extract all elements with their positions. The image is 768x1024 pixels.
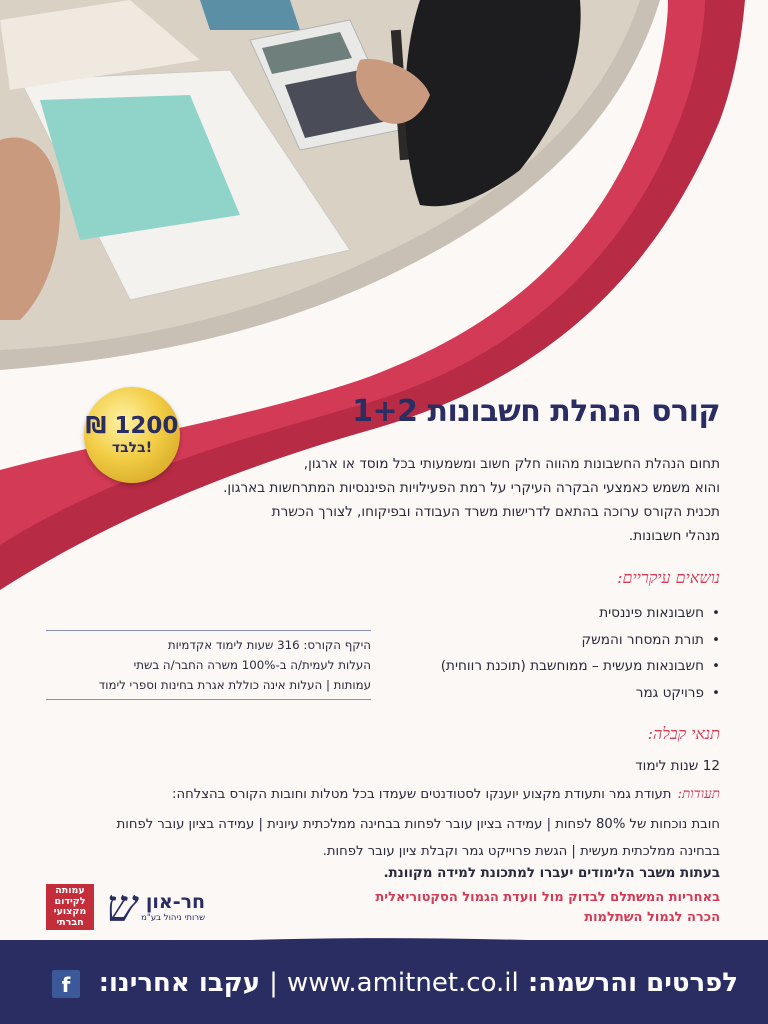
shin-letter-icon: ש (106, 881, 138, 932)
list-item: • חשבונאות פיננסית (380, 600, 720, 627)
list-item: • פרויקט גמר (380, 680, 720, 707)
fund-line: באחריות המשתלם לבדוק מול וועדת הגמול הסקטוריאלית (375, 890, 720, 905)
conditions-line: בבחינה ממלכתית מעשית | הגשת פרוייקט גמר וקבלת ציון עובר לפחות. (322, 843, 720, 859)
price-only-text: בלבד! (111, 440, 153, 456)
list-item: • חשבונאות מעשית – ממוחשבת (תוכנת רווחית) (380, 653, 720, 680)
intro-line: תכנית הקורס ערוכה בהתאם לדרישות משרד העבודה ובפיקוחו, לצורך הכשרת (271, 504, 720, 520)
intro-line: תחום הנהלת החשבונות מהווה חלק חשוב ומשמעותי בכל מוסד או ארגון, (303, 456, 720, 472)
logos (46, 882, 205, 932)
course-scope-box (46, 630, 371, 700)
topics-list (380, 600, 720, 706)
amitot-logo (46, 884, 94, 930)
scope-line: עמותות | העלות אינה כוללת אגרת בחינות וספרי לימוד (98, 678, 371, 692)
fund-line: הכרה לגמול השתלמות (584, 910, 720, 925)
logo-text: מקצועי (53, 906, 87, 917)
acceptance-requirement: 12 שנות לימוד (635, 758, 720, 774)
footer-separator: | (269, 968, 278, 998)
online-note: בעתות משבר הלימודים יעברו למתכונת למידה מקוונת. (383, 866, 720, 881)
footer-wave (0, 930, 768, 960)
logo-text: לקידום (54, 895, 86, 907)
fund-note (375, 888, 720, 928)
intro-paragraph (160, 452, 720, 548)
certificates-label: תעודות: (677, 786, 720, 802)
scope-line: העלות לעמית/ה ב-100% משרה החבר/ה בשתי (133, 658, 371, 672)
topics-heading: נושאים עיקריים: (617, 568, 720, 587)
certificates-line (40, 786, 720, 802)
logo-text: חברתי (56, 916, 84, 928)
scope-line: היקף הקורס: 316 שעות לימוד אקדמיות (167, 638, 371, 652)
list-item: • תורת המסחר והמשק (380, 627, 720, 654)
logo-name: חר-און (145, 891, 206, 913)
footer-text (99, 968, 738, 998)
logo-text: עמותה (55, 885, 85, 896)
intro-line: מנהלי חשבונות. (628, 528, 720, 544)
shahar-on-text (141, 891, 205, 923)
price-text: 1200 ₪ (85, 413, 179, 439)
details-label: לפרטים והרשמה: (527, 968, 738, 998)
website-link[interactable]: www.amitnet.co.il (287, 968, 519, 998)
certificates-text: תעודת גמר ותעודת מקצוע יוענקו לסטודנטים שעמדו בכל מטלות וחובות הקורס בהצלחה: (172, 787, 672, 802)
acceptance-heading: תנאי קבלה: (647, 724, 720, 743)
facebook-icon[interactable]: f (52, 970, 80, 998)
follow-label: עקבו אחרינו: (98, 968, 261, 998)
intro-line: והוא משמש כאמצעי הבקרה העיקרי על רמת הפעילויות הפיננסיות המתרחשות בארגון. (223, 480, 720, 496)
page-title: קורס הנהלת חשבונות 1+2 (352, 394, 720, 429)
shahar-on-logo (106, 881, 206, 932)
logo-subtitle: שרותי ניהול בע"מ (141, 913, 206, 923)
certificates-conditions (30, 812, 720, 865)
conditions-line: חובת נוכחות של 80% לפחות | עמידה בציון עובר לפחות בבחינה ממלכתית עיונית | עמידה בציון עובר לפחות (116, 817, 720, 832)
